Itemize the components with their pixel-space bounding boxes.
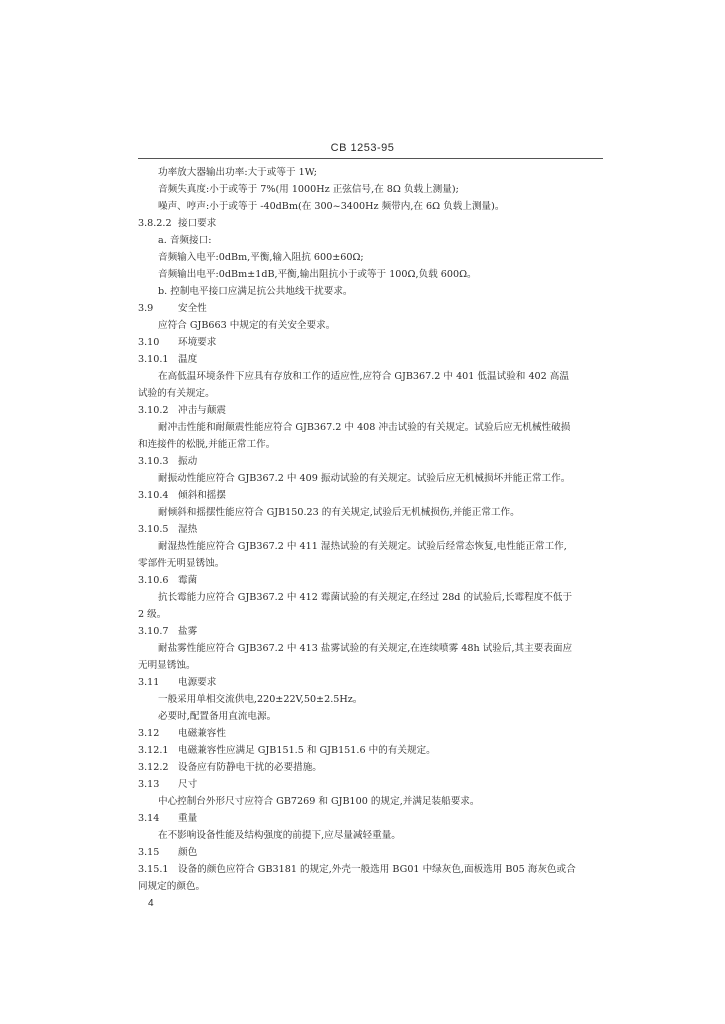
section-title: 电磁兼容性: [178, 728, 226, 739]
section-heading: [138, 215, 603, 232]
document-body: [138, 164, 603, 895]
section-heading: [138, 521, 603, 538]
section-number: 3.8.2.2: [138, 218, 172, 229]
paragraph-continuation: 和连接件的松脱,并能正常工作。: [138, 439, 276, 450]
section-number: 3.15.1: [138, 864, 169, 875]
section-number: 3.10.5: [138, 524, 169, 535]
section-title: 湿热: [178, 524, 198, 535]
section-title: 盐雾: [178, 626, 198, 637]
section-title: 设备应有防静电干扰的必要措施。: [178, 762, 322, 773]
paragraph-line: 噪声、哼声:小于或等于 -40dBm(在 300~3400Hz 频带内,在 6Ω 负载上测量)。: [158, 201, 505, 212]
paragraph-line: 应符合 GJB663 中规定的有关安全要求。: [158, 320, 336, 331]
section-heading: [138, 453, 603, 470]
section-title: 霉菌: [178, 575, 198, 586]
paragraph-continuation: 同规定的颜色。: [138, 881, 206, 892]
section-number: 3.10.7: [138, 626, 169, 637]
header-rule: [138, 158, 603, 159]
section-heading: [138, 674, 603, 691]
paragraph-line: 耐盐雾性能应符合 GJB367.2 中 413 盐雾试验的有关规定,在连续喷雾 48h 试验后,其主要表面应: [158, 643, 573, 654]
section-heading: [138, 742, 603, 759]
paragraph-line: 中心控制台外形尺寸应符合 GB7269 和 GJB100 的规定,并满足装船要求。: [158, 796, 480, 807]
section-title: 冲击与颠震: [178, 405, 226, 416]
paragraph-line: 一般采用单相交流供电,220±22V,50±2.5Hz。: [158, 694, 363, 705]
section-title: 设备的颜色应符合 GB3181 的规定,外壳一般选用 BG01 中绿灰色,面板选用 B05 海灰色或合: [178, 864, 576, 875]
section-title: 重量: [178, 813, 198, 824]
document-code-header: CB 1253-95: [330, 142, 395, 154]
paragraph-line: 耐倾斜和摇摆性能应符合 GJB150.23 的有关规定,试验后无机械损伤,并能正常工作。: [158, 507, 520, 518]
section-heading: [138, 572, 603, 589]
paragraph-line: 音频失真度:小于或等于 7%(用 1000Hz 正弦信号,在 8Ω 负载上测量);: [158, 184, 459, 195]
section-title: 温度: [178, 354, 198, 365]
section-heading: [138, 351, 603, 368]
section-number: 3.12.2: [138, 762, 169, 773]
section-heading: [138, 623, 603, 640]
paragraph-line: 在不影响设备性能及结构强度的前提下,应尽量减轻重量。: [158, 830, 401, 841]
section-number: 3.10.2: [138, 405, 169, 416]
section-number: 3.10.4: [138, 490, 169, 501]
paragraph-line: 在高低温环境条件下应具有存放和工作的适应性,应符合 GJB367.2 中 401 低温试验和 402 高温: [158, 371, 569, 382]
section-heading: [138, 300, 603, 317]
section-number: 3.15: [138, 847, 160, 858]
section-heading: [138, 844, 603, 861]
section-heading: [138, 776, 603, 793]
paragraph-line: 抗长霉能力应符合 GJB367.2 中 412 霉菌试验的有关规定,在经过 28d 的试验后,长霉程度不低于: [158, 592, 573, 603]
section-title: 环境要求: [178, 337, 217, 348]
section-heading: [138, 861, 603, 878]
section-title: 倾斜和摇摆: [178, 490, 226, 501]
paragraph-line: 耐冲击性能和耐颠震性能应符合 GJB367.2 中 408 冲击试验的有关规定。试验后应无机械性破损: [158, 422, 571, 433]
section-heading: [138, 725, 603, 742]
section-number: 3.12.1: [138, 745, 169, 756]
section-title: 接口要求: [178, 218, 217, 229]
section-number: 3.14: [138, 813, 160, 824]
section-number: 3.13: [138, 779, 160, 790]
section-title: 颜色: [178, 847, 198, 858]
paragraph-continuation: 2 级。: [138, 609, 167, 620]
section-heading: [138, 487, 603, 504]
paragraph-line: a. 音频接口:: [158, 235, 212, 246]
paragraph-line: 音频输出电平:0dBm±1dB,平衡,输出阻抗小于或等于 100Ω,负载 600Ω。: [158, 269, 477, 280]
section-title: 安全性: [178, 303, 207, 314]
section-number: 3.10.3: [138, 456, 169, 467]
paragraph-continuation: 试验的有关规定。: [138, 388, 215, 399]
section-number: 3.10: [138, 337, 160, 348]
paragraph-continuation: 无明显锈蚀。: [138, 660, 196, 671]
paragraph-line: 音频输入电平:0dBm,平衡,输入阻抗 600±60Ω;: [158, 252, 364, 263]
section-number: 3.12: [138, 728, 160, 739]
section-heading: [138, 334, 603, 351]
paragraph-line: b. 控制电平接口应满足抗公共地线干扰要求。: [158, 286, 353, 297]
section-title: 尺寸: [178, 779, 198, 790]
paragraph-line: 功率放大器输出功率:大于或等于 1W;: [158, 167, 317, 178]
section-number: 3.10.1: [138, 354, 169, 365]
section-number: 3.9: [138, 303, 154, 314]
section-heading: [138, 810, 603, 827]
page-number: 4: [148, 898, 154, 909]
paragraph-continuation: 零部件无明显锈蚀。: [138, 558, 225, 569]
section-heading: [138, 759, 603, 776]
section-number: 3.11: [138, 677, 160, 688]
section-title: 振动: [178, 456, 198, 467]
section-title: 电源要求: [178, 677, 217, 688]
paragraph-line: 耐振动性能应符合 GJB367.2 中 409 振动试验的有关规定。试验后应无机械损坏并能正常工作。: [158, 473, 571, 484]
section-title: 电磁兼容性应满足 GJB151.5 和 GJB151.6 中的有关规定。: [178, 745, 436, 756]
paragraph-line: 必要时,配置备用直流电源。: [158, 711, 277, 722]
paragraph-line: 耐湿热性能应符合 GJB367.2 中 411 湿热试验的有关规定。试验后经常态恢复,电性能正常工作,: [158, 541, 567, 552]
section-number: 3.10.6: [138, 575, 169, 586]
section-heading: [138, 402, 603, 419]
